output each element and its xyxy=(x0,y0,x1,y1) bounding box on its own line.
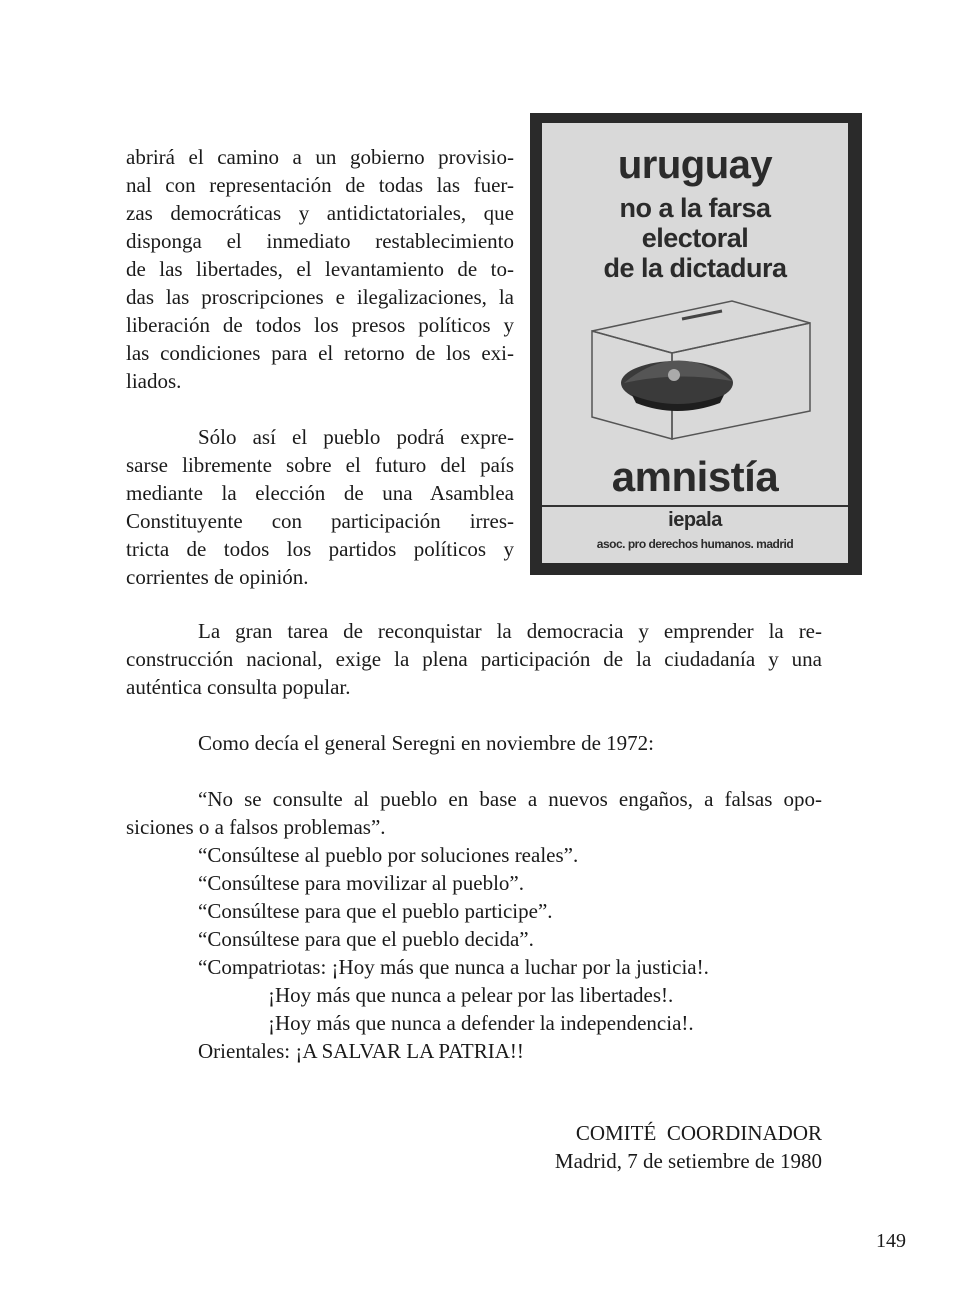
poster-title: uruguay xyxy=(617,143,773,187)
text-line: Constituyente con participación irres- xyxy=(126,509,514,533)
text-line: tricta de todos los partidos políticos y xyxy=(126,537,514,561)
text-line: de las libertades, el levantamiento de to- xyxy=(126,257,514,281)
ballot-box-illustration xyxy=(582,291,818,441)
poster-line-3: de la dictadura xyxy=(603,253,787,283)
text-line: corrientes de opinión. xyxy=(126,565,309,589)
text-line: abrirá el camino a un gobierno provisio- xyxy=(126,145,514,169)
text-line: las condiciones para el retorno de los exi- xyxy=(126,341,514,365)
poster-footer: asoc. pro derechos humanos. madrid xyxy=(596,537,794,551)
text-line: La gran tarea de reconquistar la democracia y emprender la re- xyxy=(198,619,822,643)
quote-line: ¡Hoy más que nunca a defender la independencia!. xyxy=(268,1011,694,1035)
signature-org: COMITÉ COORDINADOR xyxy=(575,1121,822,1145)
text-line: mediante la elección de una Asamblea xyxy=(126,481,514,505)
text-line: auténtica consulta popular. xyxy=(126,675,351,699)
quote-line: “Consúltese para que el pueblo participe”. xyxy=(198,899,553,923)
quote-line: “No se consulte al pueblo en base a nuevos engaños, a falsas opo- xyxy=(198,787,822,811)
poster-line-1: no a la farsa xyxy=(619,193,771,223)
quote-line: ¡Hoy más que nunca a pelear por las libertades!. xyxy=(268,983,674,1007)
text-line: construcción nacional, exige la plena participación de la ciudadanía y una xyxy=(126,647,822,671)
poster-image xyxy=(530,113,862,575)
poster-org: iepala xyxy=(668,509,722,531)
signature-place-date: Madrid, 7 de setiembre de 1980 xyxy=(554,1149,822,1173)
quote-line: “Consúltese al pueblo por soluciones reales”. xyxy=(198,843,579,867)
text-line: zas democráticas y antidictatoriales, que xyxy=(126,201,514,225)
text-line: das las proscripciones e ilegalizaciones, la xyxy=(126,285,514,309)
poster-line-2: electoral xyxy=(641,223,749,253)
text-line: Sólo así el pueblo podrá expre- xyxy=(198,425,514,449)
text-line: liados. xyxy=(126,369,182,393)
quote-line: “Consúltese para que el pueblo decida”. xyxy=(198,927,534,951)
text-line: liberación de todos los presos políticos y xyxy=(126,313,514,337)
page-number: 149 xyxy=(876,1230,906,1252)
quote-line: Orientales: ¡A SALVAR LA PATRIA!! xyxy=(198,1039,524,1063)
quote-line: “Consúltese para movilizar al pueblo”. xyxy=(198,871,524,895)
text-line: sarse libremente sobre el futuro del país xyxy=(126,453,514,477)
quote-line: “Compatriotas: ¡Hoy más que nunca a luchar por la justicia!. xyxy=(198,955,709,979)
quote-line: siciones o a falsos problemas”. xyxy=(126,815,386,839)
paragraph-4: Como decía el general Seregni en noviembre de 1972: xyxy=(198,731,655,755)
poster-slogan: amnistía xyxy=(611,453,779,500)
text-line: disponga el inmediato restablecimiento xyxy=(126,229,514,253)
poster-divider xyxy=(542,505,848,507)
poster-surface xyxy=(542,123,848,563)
text-line: nal con representación de todas las fuer- xyxy=(126,173,514,197)
